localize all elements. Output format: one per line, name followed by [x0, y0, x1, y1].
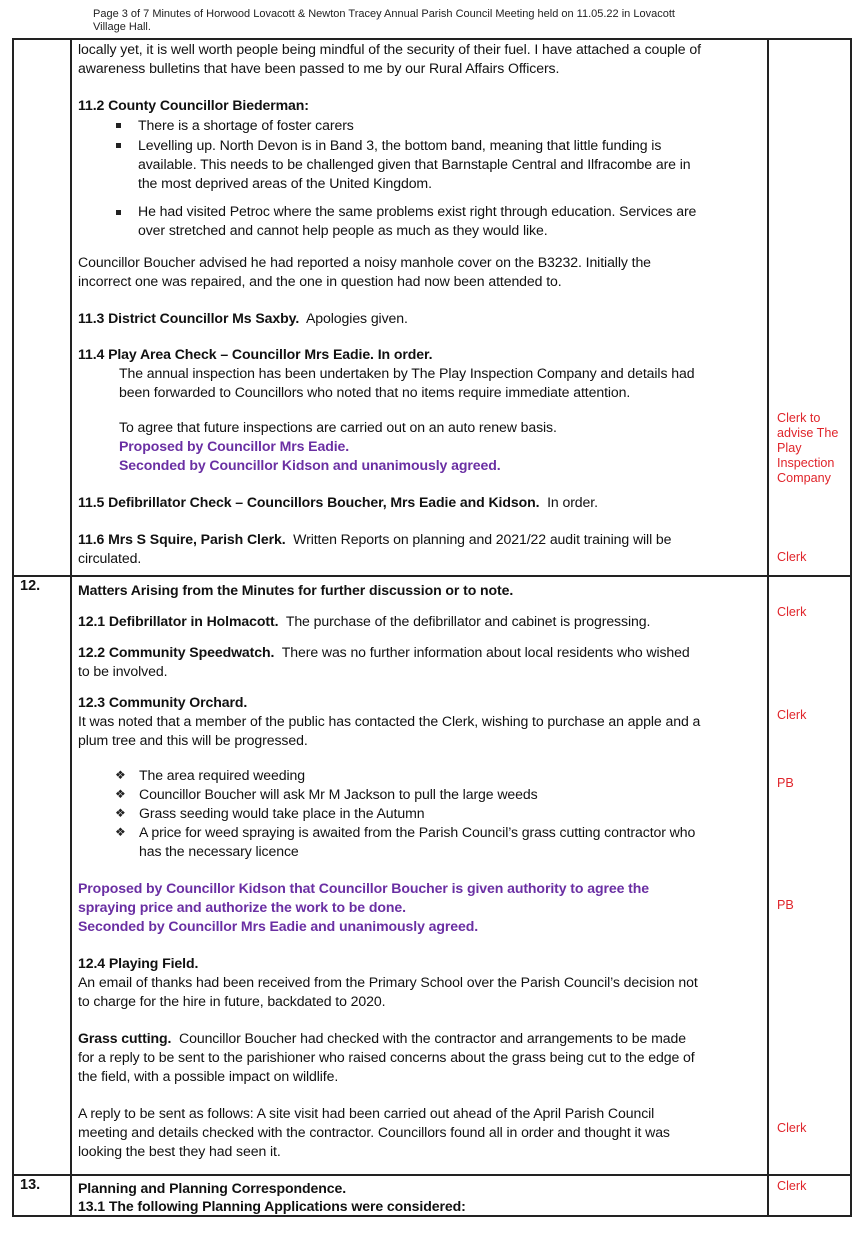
- paragraph-line: the field, with a possible impact on wildlife.: [78, 1068, 339, 1084]
- paragraph-line: for a reply to be sent to the parishioner who raised concerns about the grass being cut to the edge of: [78, 1049, 695, 1065]
- section-12-1-heading: 12.1 Defibrillator in Holmacott.: [78, 613, 279, 629]
- section-12-heading: Matters Arising from the Minutes for further discussion or to note.: [78, 582, 514, 598]
- action-clerk-advise: Play: [777, 441, 802, 455]
- bullet-icon: [116, 143, 121, 148]
- action-pb: PB: [777, 898, 794, 912]
- diamond-bullet-item-cont: has the necessary licence: [139, 843, 299, 859]
- section-11-4-heading: 11.4 Play Area Check – Councillor Mrs Eadie. In order.: [78, 346, 433, 362]
- section-11-6-heading: 11.6 Mrs S Squire, Parish Clerk.: [78, 531, 286, 547]
- section-11-5-text: In order.: [547, 494, 598, 510]
- grass-cutting-heading: Grass cutting.: [78, 1030, 172, 1046]
- action-clerk: Clerk: [777, 605, 807, 619]
- section-11-5-heading: 11.5 Defibrillator Check – Councillors Boucher, Mrs Eadie and Kidson.: [78, 494, 540, 510]
- table-left-border: [12, 38, 14, 1217]
- section-12-2-heading: 12.2 Community Speedwatch.: [78, 644, 275, 660]
- paragraph-line: The annual inspection has been undertaken by The Play Inspection Company and details had: [119, 365, 695, 381]
- grass-cutting-line: [78, 1029, 686, 1047]
- paragraph-line: plum tree and this will be progressed.: [78, 732, 308, 748]
- action-clerk-advise: advise The: [777, 426, 839, 440]
- diamond-bullet-icon: ❖: [115, 825, 126, 839]
- action-clerk: Clerk: [777, 550, 807, 564]
- section-12-1-text: The purchase of the defibrillator and cabinet is progressing.: [285, 613, 651, 629]
- table-right-border: [850, 38, 852, 1217]
- item-number-12: 12.: [20, 578, 41, 594]
- grass-cutting-text: Councillor Boucher had checked with the contractor and arrangements to be made: [179, 1030, 686, 1046]
- paragraph-line: to be involved.: [78, 663, 168, 679]
- bullet-item: Levelling up. North Devon is in Band 3, the bottom band, meaning that little funding is: [138, 137, 662, 153]
- paragraph-line: An email of thanks had been received from the Primary School over the Parish Council’s decision not: [78, 974, 698, 990]
- action-clerk-advise: Company: [777, 471, 831, 485]
- intro-line-2: awareness bulletins that have been passed to me by our Rural Affairs Officers.: [78, 60, 560, 76]
- paragraph-line: been forwarded to Councillors who noted that no items require immediate attention.: [119, 384, 631, 400]
- bullet-icon: [116, 123, 121, 128]
- section-11-3-text: Apologies given.: [306, 310, 408, 326]
- bullet-icon: [116, 210, 121, 215]
- bullet-item: He had visited Petroc where the same problems exist right through education. Services are: [138, 203, 697, 219]
- section-13-heading: Planning and Planning Correspondence.: [78, 1180, 347, 1196]
- table-bottom-border: [12, 1215, 852, 1217]
- section-11-3: [78, 309, 408, 327]
- section-11-5: [78, 493, 598, 511]
- diamond-bullet-item: A price for weed spraying is awaited from the Parish Council’s grass cutting contractor who: [139, 824, 696, 840]
- section-12-2-text: There was no further information about local residents who wished: [281, 644, 690, 660]
- paragraph-line: A reply to be sent as follows: A site visit had been carried out ahead of the April Parish Council: [78, 1105, 655, 1121]
- column-divider-2: [767, 38, 769, 1217]
- intro-line-1: locally yet, it is well worth people being mindful of the security of their fuel. I have attached a couple of: [78, 41, 701, 57]
- diamond-bullet-icon: ❖: [115, 768, 126, 782]
- bullet-item-cont: over stretched and cannot help people as much as they would like.: [138, 222, 548, 238]
- paragraph-line: Councillor Boucher advised he had reported a noisy manhole cover on the B3232. Initially the: [78, 254, 651, 270]
- diamond-bullet-icon: ❖: [115, 787, 126, 801]
- section-12-2: [78, 643, 690, 661]
- section-11-6: [78, 530, 671, 548]
- section-13-1-heading: 13.1 The following Planning Applications were considered:: [78, 1198, 466, 1214]
- action-clerk-advise: Clerk to: [777, 411, 821, 425]
- seconded-line: Seconded by Councillor Mrs Eadie and unanimously agreed.: [78, 918, 479, 934]
- paragraph-line: circulated.: [78, 550, 142, 566]
- bullet-item-cont: available. This needs to be challenged given that Barnstaple Central and Ilfracombe are in: [138, 156, 691, 172]
- action-clerk: Clerk: [777, 708, 807, 722]
- section-12-4-heading: 12.4 Playing Field.: [78, 955, 199, 971]
- paragraph-line: to charge for the hire in future, backdated to 2020.: [78, 993, 386, 1009]
- row-divider-13: [12, 1174, 852, 1176]
- bullet-item-cont: the most deprived areas of the United Kingdom.: [138, 175, 432, 191]
- section-11-2-heading: 11.2 County Councillor Biederman:: [78, 97, 309, 113]
- section-12-3-heading: 12.3 Community Orchard.: [78, 694, 248, 710]
- row-divider-12: [12, 575, 852, 577]
- paragraph-line: looking the best they had seen it.: [78, 1143, 281, 1159]
- bullet-item: There is a shortage of foster carers: [138, 117, 354, 133]
- header-line-1: Page 3 of 7 Minutes of Horwood Lovacott & Newton Tracey Annual Parish Council Meeting held on 11.05.22 in Lovacott: [93, 8, 675, 20]
- proposed-line: Proposed by Councillor Mrs Eadie.: [119, 438, 350, 454]
- section-11-3-heading: 11.3 District Councillor Ms Saxby.: [78, 310, 300, 326]
- action-clerk: Clerk: [777, 1179, 807, 1193]
- item-number-13: 13.: [20, 1177, 41, 1193]
- action-clerk: Clerk: [777, 1121, 807, 1135]
- header-line-2: Village Hall.: [93, 21, 151, 33]
- action-clerk-advise: Inspection: [777, 456, 835, 470]
- action-pb: PB: [777, 776, 794, 790]
- section-12-1: [78, 612, 650, 630]
- proposed-line: Proposed by Councillor Kidson that Councillor Boucher is given authority to agree the: [78, 880, 649, 896]
- paragraph-line: meeting and details checked with the contractor. Councillors found all in order and thought it was: [78, 1124, 670, 1140]
- diamond-bullet-item: Councillor Boucher will ask Mr M Jackson to pull the large weeds: [139, 786, 538, 802]
- proposed-line: spraying price and authorize the work to be done.: [78, 899, 406, 915]
- seconded-line: Seconded by Councillor Kidson and unanimously agreed.: [119, 457, 501, 473]
- diamond-bullet-item: The area required weeding: [139, 767, 305, 783]
- section-11-6-text: Written Reports on planning and 2021/22 audit training will be: [293, 531, 672, 547]
- paragraph-line: incorrect one was repaired, and the one in question had now been attended to.: [78, 273, 562, 289]
- diamond-bullet-icon: ❖: [115, 806, 126, 820]
- paragraph-line: It was noted that a member of the public has contacted the Clerk, wishing to purchase an apple and a: [78, 713, 701, 729]
- diamond-bullet-item: Grass seeding would take place in the Autumn: [139, 805, 425, 821]
- paragraph-line: To agree that future inspections are carried out on an auto renew basis.: [119, 419, 557, 435]
- column-divider-1: [70, 38, 72, 1217]
- page-header: [93, 8, 773, 34]
